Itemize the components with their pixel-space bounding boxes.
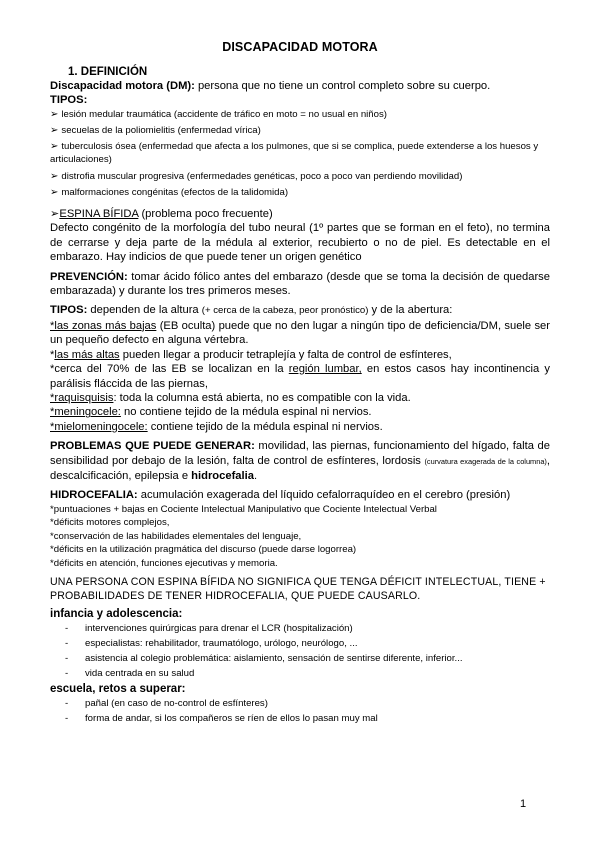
hidro-item: *puntuaciones + bajas en Cociente Intelectual Manipulativo que Cociente Intelectual Verbal [50,503,437,515]
arrow-bullet-icon: ➢ [50,108,59,120]
infancia-heading: infancia y adolescencia: [50,608,183,621]
text-span: (curvatura exagerada de la columna) [424,456,547,466]
espina-tipo-item [50,362,550,391]
text-span: movilidad, las piernas, funcionamiento del hígado, falta de sensibilidad por debajo de la lesión, falta de control de esfínteres, lordosis [50,440,550,467]
prevencion-text: tomar ácido fólico antes del embarazo (desde que se toma la decisión de quedarse embarazada) y durante los tres primeros meses. [50,270,550,298]
list-item-text: malformaciones congénitas (efectos de la talidomida) [61,186,289,198]
list-item-text: pañal (en caso de no-control de esfínteres) [85,698,268,710]
text-span: *mielomeningocele: [50,420,148,433]
espina-heading [50,207,550,221]
hidro-item: *déficits en la utilización pragmática del discurso (puede darse logorrea) [50,544,357,556]
text-span: en estos casos hay incontinencia y parálisis fláccida de las piernas, [50,363,550,390]
list-item [65,651,550,666]
list-item-text: vida centrada en su salud [85,668,195,680]
page-number: 1 [520,798,527,810]
list-item [65,696,550,711]
text-span: * [50,348,55,361]
list-item-text: intervenciones quirúrgicas para drenar el LCR (hospitalización) [85,623,353,635]
escuela-list [50,696,550,726]
list-item [65,621,550,636]
list-item-text: tuberculosis ósea (enfermedad que afecta a los pulmones, que si se complica, puede extenderse a los huesos y articulaciones) [50,141,539,166]
text-span: las más altas [54,348,120,361]
list-item [50,140,550,166]
dash-bullet-icon: - [65,623,69,635]
text-span: *raquisquisis [50,391,114,404]
hidro-item: *conservación de las habilidades elementales del lenguaje, [50,530,302,542]
dash-bullet-icon: - [65,698,69,710]
espina-label: ESPINA BÍFIDA [59,208,139,221]
hidro-item: *déficits motores complejos, [50,517,170,529]
dash-bullet-icon: - [65,713,69,725]
espina-tipo-item [50,405,550,419]
infancia-list [50,621,550,681]
problemas-paragraph [50,439,550,483]
text-span: : toda la columna está abierta, no es compatible con la vida. [113,391,411,404]
list-item [65,666,550,681]
text-span: región lumbar, [288,363,362,376]
tipos-list [50,108,550,199]
arrow-bullet-icon: ➢ [50,125,59,137]
list-item-text: asistencia al colegio problemática: aislamiento, sensación de sentirse diferente, inferior... [85,653,463,665]
text-span: pueden llegar a producir tetraplejía y falta de control de esfínteres, [119,348,452,361]
list-item [50,186,550,199]
text-span: . [253,469,258,482]
list-item [50,170,550,183]
arrow-bullet-icon: ➢ [50,170,59,182]
list-item-text: especialistas: rehabilitador, traumatólogo, urólogo, neurólogo, ... [85,638,358,650]
caps-note: UNA PERSONA CON ESPINA BÍFIDA NO SIGNIFICA QUE TENGA DÉFICIT INTELECTUAL, TIENE + PROBABILIDADES DE TENER HIDROCEFALIA, QUE PUEDE CAUSARLO. [50,576,546,603]
problemas-label: PROBLEMAS QUE PUEDE GENERAR: [50,440,255,453]
hidrocefalia-label: HIDROCEFALIA: [50,489,138,502]
section-heading-definicion: 1. DEFINICIÓN [68,66,148,78]
list-item [50,108,550,121]
list-item [50,124,550,137]
tipos-label: TIPOS: [50,304,88,317]
list-item-text: distrofia muscular progresiva (enfermedades genéticas, poco a poco van perdiendo movilidad) [61,170,463,182]
text-span: *meningocele: [50,406,121,419]
text-span: hidrocefalia [191,469,254,482]
document-page [50,40,550,726]
espina-tipo-item [50,319,550,348]
escuela-heading: escuela, retos a superar: [50,683,186,696]
text-span: contiene tejido de la médula espinal ni nervios. [147,420,383,433]
dm-definition [50,79,550,93]
text-span: dependen de la altura [87,304,202,317]
espina-note: (problema poco frecuente) [138,208,273,221]
hidrocefalia-paragraph [50,488,550,502]
espina-tipo-item [50,420,550,434]
text-span: acumulación exagerada del líquido cefalorraquídeo en el cerebro (presión) [137,489,511,502]
arrow-bullet-icon: ➢ [50,186,59,198]
text-span: (+ cerca de la cabeza, peor pronóstico) [201,305,369,317]
dm-term: Discapacidad motora (DM): [50,80,195,92]
prevencion-label: PREVENCIÓN: [50,270,128,283]
prevencion-paragraph [50,270,550,299]
text-span: (EB oculta) puede que no den lugar a ningún tipo de deficiencia/DM, suele ser un pequeño defecto en alguna vértebra. [50,319,550,347]
arrow-bullet-icon: ➢ [50,141,59,153]
dash-bullet-icon: - [65,638,69,650]
dm-text: persona que no tiene un control completo sobre su cuerpo. [194,80,491,92]
text-span: , descalcificación, epilepsia e [50,454,550,482]
list-item-text: forma de andar, si los compañeros se ríen de ellos lo pasan muy mal [85,713,378,725]
arrow-bullet-icon: ➢ [50,208,60,221]
hidro-item: *déficits en atención, funciones ejecutivas y memoria. [50,557,278,569]
espina-tipo-item [50,348,550,362]
document-title: DISCAPACIDAD MOTORA [222,40,378,54]
text-span: no contiene tejido de la médula espinal ni nervios. [120,406,372,419]
dash-bullet-icon: - [65,653,69,665]
text-span: *cerca del 70% de las EB se localizan en la [50,363,289,376]
espina-tipos-intro [50,303,550,318]
text-span: y de la abertura: [368,304,453,317]
tipos-label: TIPOS: [50,94,88,107]
list-item [65,711,550,726]
text-span: *las zonas más bajas [50,319,157,332]
dash-bullet-icon: - [65,668,69,680]
espina-definition: Defecto congénito de la morfología del tubo neural (1º partes que se forman en el feto), no termina de cerrarse y deja parte de la médula al exterior, recubierto o no de piel. Es detectable en el embarazo. Hay indicios de que puede tener un origen genético [50,222,550,264]
list-item-text: lesión medular traumática (accidente de tráfico en moto = no usual en niños) [61,108,387,120]
list-item-text: secuelas de la poliomielitis (enfermedad vírica) [61,125,261,137]
list-item [65,636,550,651]
espina-tipo-item [50,391,550,405]
